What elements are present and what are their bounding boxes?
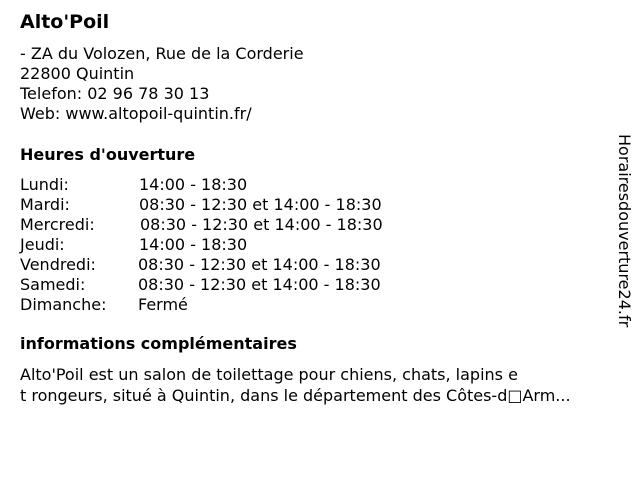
address-block	[20, 44, 304, 124]
day-label: Mercredi:	[20, 215, 95, 234]
day-hours: 08:30 - 12:30 et 14:00 - 18:30	[138, 255, 381, 274]
website-link[interactable]: Web: www.altopoil-quintin.fr/	[20, 104, 252, 123]
day-label: Lundi:	[20, 175, 69, 194]
site-watermark: Horairesdouverture24.fr	[615, 134, 634, 328]
phone-number: Telefon: 02 96 78 30 13	[20, 84, 210, 103]
day-hours: 08:30 - 12:30 et 14:00 - 18:30	[138, 275, 381, 294]
day-label: Vendredi:	[20, 255, 96, 274]
info-description	[20, 364, 620, 406]
day-hours: 08:30 - 12:30 et 14:00 - 18:30	[139, 195, 382, 214]
address-street: - ZA du Volozen, Rue de la Corderie	[20, 44, 304, 63]
day-label: Samedi:	[20, 275, 86, 294]
info-heading: informations complémentaires	[20, 334, 297, 353]
address-city: 22800 Quintin	[20, 64, 135, 83]
day-hours: Fermé	[138, 295, 188, 314]
day-hours: 14:00 - 18:30	[139, 175, 248, 194]
info-line: t rongeurs, situé à Quintin, dans le département des Côtes-d□Arm...	[20, 386, 571, 405]
day-label: Dimanche:	[20, 295, 107, 314]
hours-heading: Heures d'ouverture	[20, 145, 196, 164]
info-line: Alto'Poil est un salon de toilettage pour chiens, chats, lapins e	[20, 365, 518, 384]
day-hours: 08:30 - 12:30 et 14:00 - 18:30	[140, 215, 383, 234]
day-label: Mardi:	[20, 195, 70, 214]
business-title: Alto'Poil	[20, 11, 110, 33]
day-hours: 14:00 - 18:30	[139, 235, 248, 254]
day-label: Jeudi:	[20, 235, 65, 254]
